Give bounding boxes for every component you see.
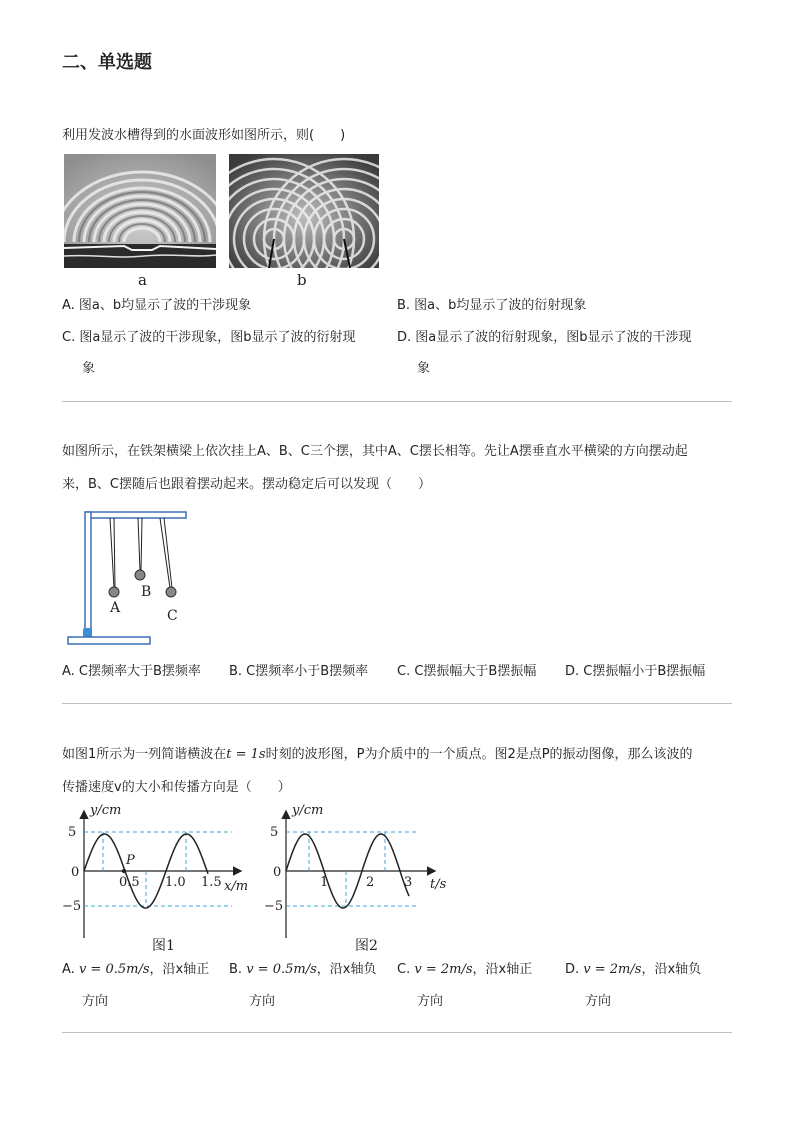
fig1-tick-y-5: 5 [68,825,77,840]
q1-option-c-line1: C. 图a显示了波的干涉现象，图b显示了波的衍射现 [62,330,356,345]
q2-option-c[interactable]: C. C摆振幅大于B摆振幅 [397,664,537,679]
q1-option-a[interactable]: A. 图a、b均显示了波的干涉现象 [62,298,252,313]
divider [62,703,732,704]
fig2-tick-x-2: 2 [366,875,375,890]
q3-option-c-text: ，沿x轴正 [472,962,533,977]
q3-option-c[interactable] [397,954,532,1018]
q1-image-a [64,154,216,268]
fig1-caption: 图1 [152,938,175,954]
fig2-xlabel: t/s [430,877,447,892]
fig1-point-label: P [126,853,135,868]
q1-option-d-line1: D. 图a显示了波的衍射现象，图b显示了波的干涉现 [397,330,692,345]
q3-option-b-text: ，沿x轴负 [316,962,377,977]
q3-option-d-line2: 方向 [585,994,612,1009]
q3-option-b[interactable] [229,954,376,1018]
q1-option-b[interactable]: B. 图a、b均显示了波的衍射现象 [397,298,587,313]
q2-stem-line1: 如图所示，在铁架横梁上依次挂上A、B、C三个摆，其中A、C摆长相等。先让A摆垂直水平横梁的方向摆动起 [62,444,688,459]
q3-stem-line2: 传播速度v的大小和传播方向是（ ） [62,780,291,795]
fig2-tick-x-3: 3 [404,875,413,890]
pendulum-a-label: A [110,600,121,616]
q1-image-b-label: b [297,271,307,289]
q3-option-a-math: v = 0.5m/s [78,962,150,977]
divider [62,1032,732,1033]
q1-option-d-line2: 象 [417,361,431,376]
q3-stem-text: 如图1所示为一列简谐横波在 [62,747,227,762]
q3-figure1 [62,798,262,956]
q3-option-d-line1 [565,954,701,986]
fig2-tick-x-1: 1 [320,875,329,890]
fig2-caption: 图2 [355,938,378,954]
q3-option-d[interactable] [565,954,701,1018]
fig1-ylabel: y/cm [90,803,122,818]
divider [62,401,732,402]
q1-option-c[interactable] [62,322,356,384]
q1-stem: 利用发波水槽得到的水面波形如图所示，则( ) [62,128,346,143]
q3-option-d-letter: D. [565,962,584,977]
fig2-tick-y-5: 5 [270,825,279,840]
pendulum-b-bob [135,570,145,580]
q3-option-a-line1 [62,954,209,986]
fig1-xlabel: x/m [224,879,249,894]
q2-option-a[interactable]: A. C摆频率大于B摆频率 [62,664,201,679]
q3-option-b-line2: 方向 [249,994,276,1009]
q3-option-a[interactable] [62,954,209,1018]
q3-option-d-text: ，沿x轴负 [641,962,702,977]
fig1-tick-x-1-0: 1.0 [165,875,186,890]
fig1-tick-y-0: 0 [71,865,80,880]
q3-option-b-letter: B. [229,962,247,977]
pendulum-c-bob [166,587,176,597]
q1-option-d[interactable] [397,322,692,384]
fig1-tick-y-neg5: −5 [62,899,82,914]
fig2-tick-y-neg5: −5 [264,899,284,914]
q3-option-a-text: ，沿x轴正 [149,962,210,977]
q3-stem-line1 [62,738,734,771]
pendulum-c-label: C [167,608,178,624]
q3-option-c-line1 [397,954,532,986]
q2-option-b[interactable]: B. C摆频率小于B摆频率 [229,664,369,679]
fig1-tick-x-1-5: 1.5 [201,875,222,890]
q2-stem-line2: 来，B、C摆随后也跟着摆动起来。摆动稳定后可以发现（ ） [62,477,431,492]
fig2-tick-y-0: 0 [273,865,282,880]
fig1-tick-x-0-5: 0.5 [119,875,140,890]
pendulum-a-bob [109,587,119,597]
fig1-point-p [122,869,126,873]
q2-option-d[interactable]: D. C摆振幅小于B摆振幅 [565,664,706,679]
q3-option-d-math: v = 2m/s [583,962,642,977]
q3-figure2 [262,798,462,956]
q3-option-c-math: v = 2m/s [414,962,473,977]
fig2-ylabel: y/cm [292,803,324,818]
q2-stem [62,435,734,501]
section-title: 二、单选题 [62,52,152,73]
q1-option-c-line2: 象 [82,361,96,376]
q3-option-a-letter: A. [62,962,79,977]
pendulum-b-label: B [141,584,152,600]
q1-image-a-label: a [138,271,147,289]
q3-option-c-letter: C. [397,962,415,977]
q3-option-c-line2: 方向 [417,994,444,1009]
q3-option-b-math: v = 0.5m/s [246,962,317,977]
q3-option-a-line2: 方向 [82,994,109,1009]
q1-image-b [229,154,379,268]
q3-stem-math: t = 1s [226,747,266,762]
q2-pendulum-figure [64,508,190,650]
q3-stem-text: 时刻的波形图，P为介质中的一个质点。图2是点P的振动图像，那么该波的 [265,747,693,762]
q3-option-b-line1 [229,954,376,986]
q3-stem [62,738,734,804]
